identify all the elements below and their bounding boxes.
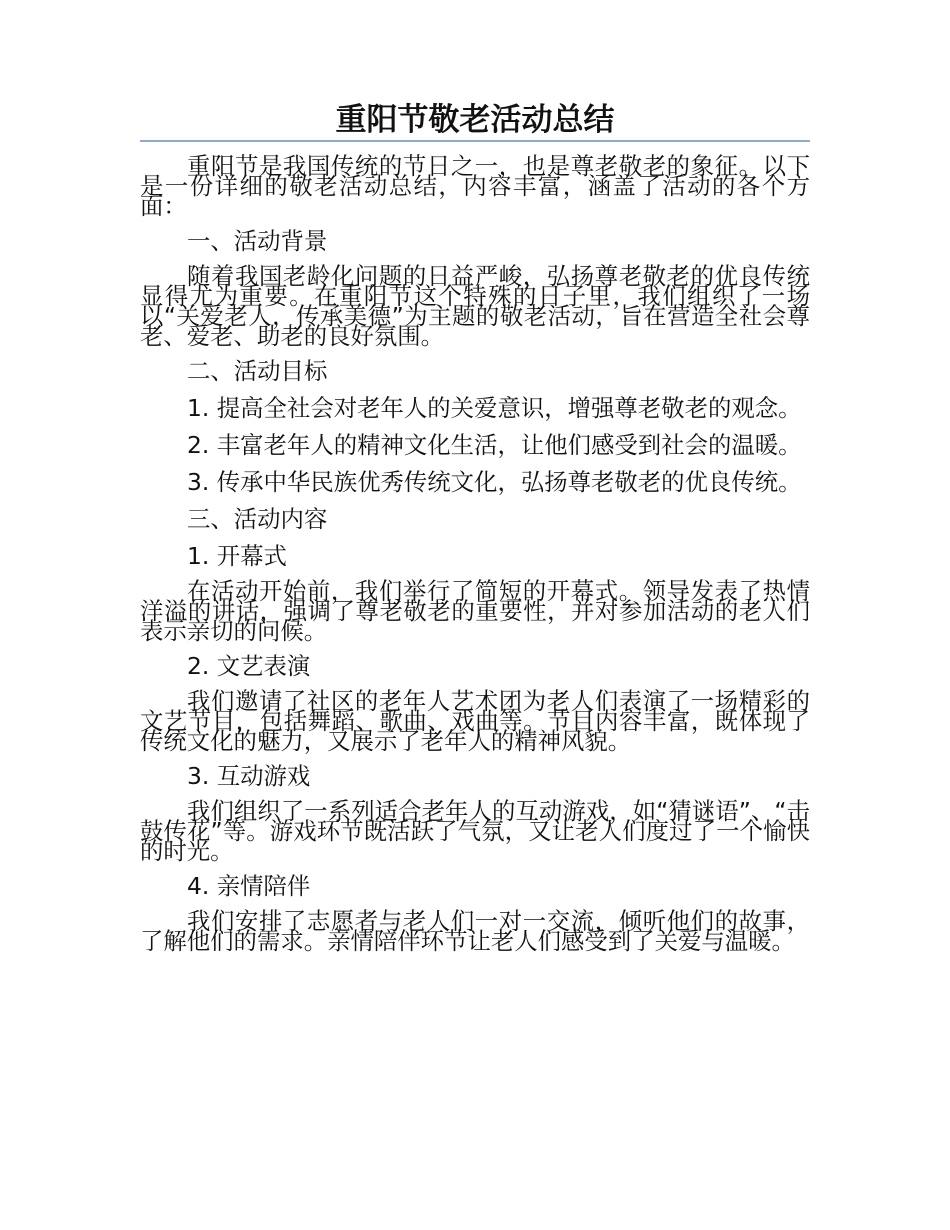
subsection-heading-opening: 1. 开幕式 — [187, 542, 287, 570]
goal-item-2: 2. 丰富老年人的精神文化生活，让他们感受到社会的温暖。 — [187, 431, 802, 459]
intro-paragraph: 重阳节是我国传统的节日之一，也是尊老敬老的象征。以下是一份详细的敬老活动总结，内容丰富，涵盖了活动的各个方面： — [140, 152, 810, 220]
subsection-heading-performance: 2. 文艺表演 — [187, 652, 311, 680]
title-underline — [140, 140, 810, 142]
subsection-heading-companionship: 4. 亲情陪伴 — [187, 872, 311, 900]
section-heading-background: 一、活动背景 — [187, 227, 328, 255]
subsection-heading-games: 3. 互动游戏 — [187, 762, 311, 790]
document-title: 重阳节敬老活动总结 — [335, 102, 615, 138]
performance-paragraph: 我们邀请了社区的老年人艺术团为老人们表演了一场精彩的文艺节目，包括舞蹈、歌曲、戏曲等。节目内容丰富，既体现了传统文化的魅力，又展示了老年人的精神风貌。 — [140, 687, 810, 755]
opening-paragraph: 在活动开始前，我们举行了简短的开幕式。领导发表了热情洋溢的讲话，强调了尊老敬老的重要性，并对参加活动的老人们表示亲切的问候。 — [140, 577, 810, 645]
goal-item-3: 3. 传承中华民族优秀传统文化，弘扬尊老敬老的优良传统。 — [187, 468, 802, 496]
background-paragraph: 随着我国老龄化问题的日益严峻，弘扬尊老敬老的优良传统显得尤为重要。在重阳节这个特殊的日子里，我们组织了一场以“关爱老人，传承美德”为主题的敬老活动，旨在营造全社会尊老、爱老、助老的良好氛围。 — [140, 262, 810, 350]
document-page — [140, 100, 810, 964]
games-paragraph: 我们组织了一系列适合老年人的互动游戏，如“猜谜语”、“击鼓传花”等。游戏环节既活跃了气氛，又让老人们度过了一个愉快的时光。 — [140, 797, 810, 865]
companionship-paragraph: 我们安排了志愿者与老人们一对一交流，倾听他们的故事，了解他们的需求。亲情陪伴环节让老人们感受到了关爱与温暖。 — [140, 907, 810, 955]
goal-item-1: 1. 提高全社会对老年人的关爱意识，增强尊老敬老的观念。 — [187, 394, 802, 422]
section-heading-goals: 二、活动目标 — [187, 357, 328, 385]
section-heading-content: 三、活动内容 — [187, 505, 328, 533]
